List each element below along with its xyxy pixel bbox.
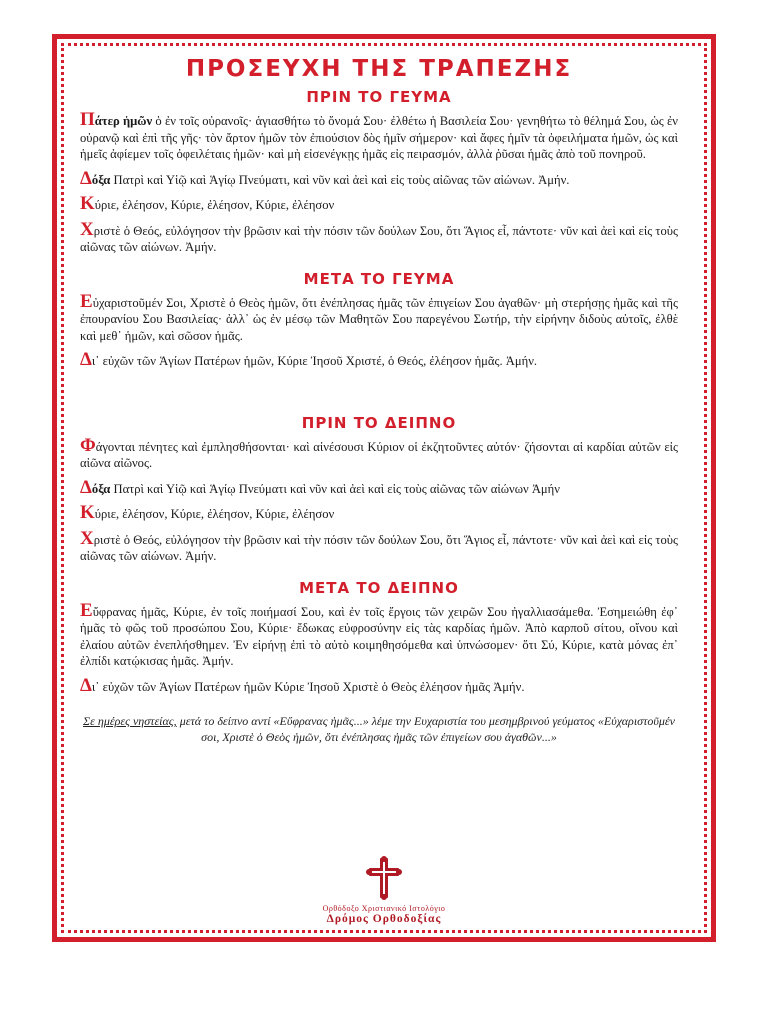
prayer-incipit: όξα [91, 481, 111, 496]
prayer-incipit: όξα [91, 172, 111, 187]
prayer-text: άγονται πένητες καὶ ἐμπλησθήσονται· καὶ αἰνέσουσι Κύριον οἱ ἐκζητοῦντες αὐτόν· ζήσονται αἱ καρδίαι αὐτῶν εἰς αἰῶνα αἰῶνος. [80, 439, 678, 470]
drop-cap: Δ [80, 349, 92, 370]
drop-cap: Δ [80, 476, 92, 498]
prayer-paragraph [80, 476, 678, 498]
prayer-paragraph [80, 434, 678, 472]
prayer-paragraph [80, 527, 678, 565]
fasting-note-lead: Σε ημέρες νηστείας, [83, 714, 177, 728]
prayer-text: ὁ ἐν τοῖς οὐρανοῖς· ἁγιασθήτω τὸ ὄνομά Σου· ἐλθέτω ἡ Βασιλεία Σου· γενηθήτω τὸ θέλημά Σου, ὡς ἐν οὐρανῷ καὶ ἐπὶ τῆς γῆς· τὸν ἄρτον ἡμῶν τὸν ἐπιούσιον δὸς ἡμῖν σήμερον· καὶ ἄφες ἡμῖν τὰ ὀφειλήματα ἡμῶν, ὡς καὶ ἡμεῖς ἀφίεμεν τοῖς ὀφειλέταις ἡμῶν· καὶ μὴ εἰσενέγκῃς ἡμᾶς εἰς πειρασμόν, ἀλλὰ ῥῦσαι ἡμᾶς ἀπὸ τοῦ πονηροῦ. [80, 114, 678, 161]
prayer-paragraph [80, 218, 678, 256]
document-body [80, 52, 678, 745]
prayer-paragraph [80, 109, 678, 163]
drop-cap: Φ [80, 434, 96, 456]
prayer-text: ὐχαριστοῦμέν Σοι, Χριστὲ ὁ Θεὸς ἡμῶν, ὅτι ἐνέπλησας ἡμᾶς τῶν ἐπιγείων Σου ἀγαθῶν· μὴ στερήσῃς ἡμᾶς καὶ τῆς ἐπουρανίου Σου Βασιλείας· ἀλλ᾽ ὡς ἐν μέσῳ τῶν Μαθητῶν Σου παρεγένου Σωτήρ, τὴν εἰρήνην διδοὺς αὐτοῖς, ἐλθὲ καὶ μεθ᾽ ἡμῶν, καὶ σῶσον ἡμᾶς. [80, 295, 678, 343]
section-heading: ΠΡΙΝ ΤΟ ΔΕΙΠΝΟ [301, 413, 457, 432]
prayer-paragraph [80, 290, 678, 345]
drop-cap: Χ [80, 527, 94, 549]
section-heading: ΜΕΤΑ ΤΟ ΓΕΥΜΑ [303, 269, 455, 288]
drop-cap: Δ [80, 167, 92, 189]
page-title: ΠΡΟΣΕΥΧΗ ΤΗΣ ΤΡΑΠΕΖΗΣ [185, 56, 573, 82]
prayer-text: ὔφρανας ἡμᾶς, Κύριε, ἐν τοῖς ποιήμασί Σου, καὶ ἐν τοῖς ἔργοις τῶν χειρῶν Σου ἠγαλλιασάμεθα. Ἐσημειώθη ἐφ᾽ ἡμᾶς τὸ φῶς τοῦ προσώπου Σου, Κύριε· ἔδωκας εὐφροσύνην εἰς τὰς καρδίας ἡμῶν. Ἀπὸ καρποῦ σίτου, οἴνου καὶ ἐλαίου αὐτῶν ἐνεπλήσθημεν. Ἐν εἰρήνῃ ἐπὶ τὸ αὐτὸ κοιμηθησόμεθα καὶ ὑπνώσομεν· ὅτι Σύ, Κύριε, κατὰ μόνας ἐπ᾽ ἐλπίδι κατῴκισας ἡμᾶς. Ἀμήν. [80, 604, 678, 668]
prayer-incipit: άτερ ἡμῶν [94, 114, 153, 128]
fasting-note [80, 713, 678, 745]
drop-cap: Π [80, 109, 95, 130]
prayer-paragraph [80, 167, 678, 189]
logo-subtitle: Ορθόδοξο Χριστιανικό Ιστολόγιο [322, 904, 446, 913]
drop-cap: Δ [80, 674, 92, 696]
prayer-text: ριστὲ ὁ Θεός, εὐλόγησον τὴν βρῶσιν καὶ τὴν πόσιν τῶν δούλων Σου, ὅτι Ἅγιος εἶ, πάντοτε· νῦν καὶ ἀεὶ καὶ εἰς τοὺς αἰῶνας τῶν αἰώνων. Ἀμήν. [80, 223, 678, 254]
drop-cap: Κ [80, 502, 95, 523]
drop-cap: Κ [80, 193, 95, 214]
prayer-text: ι᾽ εὐχῶν τῶν Ἁγίων Πατέρων ἡμῶν, Κύριε Ἰησοῦ Χριστέ, ὁ Θεός, ἐλέησον ἡμᾶς. Ἀμήν. [91, 354, 538, 368]
prayer-text: ύριε, ἐλέησον, Κύριε, ἐλέησον, Κύριε, ἐλέησον [94, 507, 335, 521]
logo-name: Δρόμος Ορθοδοξίας [326, 913, 442, 925]
prayer-paragraph [80, 674, 678, 696]
prayer-text: Πατρὶ καὶ Υἱῷ καὶ Ἁγίῳ Πνεύματι, καὶ νῦν καὶ ἀεὶ καὶ εἰς τοὺς αἰῶνας τῶν αἰώνων. Ἀμήν. [110, 172, 570, 187]
prayer-text: Πατρὶ καὶ Υἱῷ καὶ Ἁγίῳ Πνεύματι καὶ νῦν καὶ ἀεὶ καὶ εἰς τοὺς αἰῶνας τῶν αἰώνων Ἀμήν [110, 481, 560, 496]
prayer-text: ι᾽ εὐχῶν τῶν Ἁγίων Πατέρων ἡμῶν Κύριε Ἰησοῦ Χριστὲ ὁ Θεὸς ἐλέησον ἡμᾶς Ἀμήν. [91, 679, 525, 694]
section-heading: ΠΡΙΝ ΤΟ ΓΕΥΜΑ [306, 88, 452, 106]
prayer-paragraph [80, 349, 678, 370]
fasting-note-text: μετά το δείπνο αντί «Εὔφρανας ἡμᾶς...» λέμε την Ευχαριστία του μεσημβρινού γεύματος «Εὐχαριστοῦμέν σοι, Χριστὲ ὁ Θεὸς ἡμῶν, ὅτι ἐνέπλησας ἡμᾶς τῶν ἐπιγείων σου ἀγαθῶν...» [176, 714, 675, 744]
section-heading: ΜΕΤΑ ΤΟ ΔΕΙΠΝΟ [299, 578, 459, 597]
prayer-text: ριστὲ ὁ Θεός, εὐλόγησον τὴν βρῶσιν καὶ τὴν πόσιν τῶν δούλων Σου, ὅτι Ἅγιος εἶ, πάντοτε· νῦν καὶ ἀεὶ καὶ εἰς τοὺς αἰῶνας τῶν αἰώνων. Ἀμήν. [80, 532, 678, 563]
prayer-paragraph [80, 599, 678, 670]
prayer-paragraph [80, 193, 678, 214]
drop-cap: Χ [80, 218, 94, 240]
cross-icon [366, 856, 402, 900]
prayer-text: ύριε, ἐλέησον, Κύριε, ἐλέησον, Κύριε, ἐλέησον [94, 198, 335, 212]
drop-cap: Ε [80, 290, 93, 312]
prayer-paragraph [80, 502, 678, 523]
drop-cap: Ε [80, 599, 93, 621]
blog-logo [0, 856, 768, 925]
